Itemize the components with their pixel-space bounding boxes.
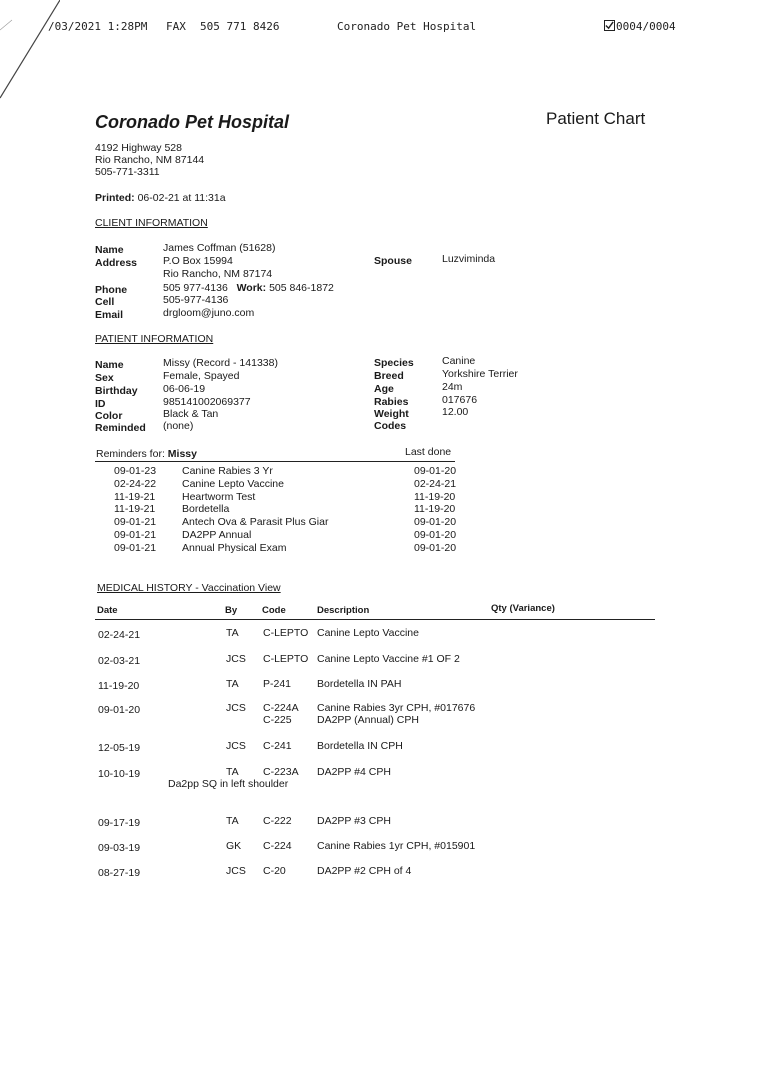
history-by: GK — [226, 840, 242, 852]
patient-field-value: Missy (Record - 141338) — [163, 357, 278, 369]
reminder-due-date: 09-01-21 — [114, 529, 157, 541]
reminder-last-done: 11-19-20 — [414, 490, 456, 503]
history-description: DA2PP #2 CPH of 4 — [317, 865, 412, 877]
spouse-name: Luzviminda — [442, 253, 496, 265]
history-by: JCS — [226, 653, 246, 665]
patient-field-value: 985141002069377 — [163, 396, 251, 408]
patient-field-label: Species — [374, 357, 414, 369]
col-description-header: Description — [317, 605, 370, 616]
fax-number: 505 771 8426 — [200, 20, 280, 33]
history-code: C-224A — [263, 702, 299, 714]
client-phone: 505 977-4136 Work: 505 846-1872 — [163, 282, 334, 294]
patient-field-label: Reminded — [95, 422, 146, 434]
patient-field-label: Breed — [374, 370, 404, 382]
history-code: C-224 — [263, 840, 292, 852]
history-by: TA — [226, 627, 239, 639]
fax-page-counter: 0004/0004 — [604, 20, 676, 33]
history-code: C-20 — [263, 865, 286, 877]
patient-section-title: PATIENT INFORMATION — [95, 333, 214, 345]
page-fold-corner — [0, 0, 60, 100]
patient-field-label: Name — [95, 359, 124, 371]
reminder-due-date: 02-24-22 — [114, 477, 157, 490]
client-email: drgloom@juno.com — [163, 307, 255, 319]
history-code: C-222 — [263, 815, 292, 827]
history-date: 09-01-20 — [98, 704, 141, 716]
history-description: Bordetella IN CPH — [317, 740, 403, 752]
reminder-due-date: 11-19-21 — [114, 490, 156, 503]
history-code: C-LEPTO — [263, 653, 309, 665]
reminder-name: Antech Ova & Parasit Plus Giar — [182, 516, 329, 529]
reminders-title: Reminders for: Missy — [96, 448, 197, 460]
client-cell-label: Cell — [95, 296, 115, 308]
history-by: TA — [226, 815, 239, 827]
patient-field-label: Age — [374, 383, 394, 395]
history-code: C-241 — [263, 740, 292, 752]
fax-datetime: /03/2021 1:28PM — [48, 20, 148, 33]
fax-label: FAX — [166, 20, 186, 33]
patient-field-value: (none) — [163, 420, 194, 432]
history-date: 11-19-20 — [98, 680, 140, 692]
client-address-line2: Rio Rancho, NM 87174 — [163, 268, 273, 280]
reminder-name: Bordetella — [182, 503, 230, 516]
patient-field-value: 24m — [442, 381, 463, 393]
patient-field-value: Female, Spayed — [163, 370, 240, 382]
reminders-divider — [95, 461, 455, 462]
history-description: Bordetella IN PAH — [317, 678, 402, 690]
client-section-title: CLIENT INFORMATION — [95, 217, 208, 229]
patient-field-value: 12.00 — [442, 406, 469, 418]
history-date: 12-05-19 — [98, 742, 141, 754]
client-name-label: Name — [95, 244, 124, 256]
reminder-last-done: 11-19-20 — [414, 503, 456, 516]
clinic-name: Coronado Pet Hospital — [95, 112, 290, 132]
history-description: Canine Rabies 3yr CPH, #017676 — [317, 702, 476, 714]
history-note: Da2pp SQ in left shoulder — [168, 778, 289, 790]
clinic-address-line2: Rio Rancho, NM 87144 — [95, 154, 205, 166]
clinic-address-line1: 4192 Highway 528 — [95, 142, 182, 154]
history-code: C-LEPTO — [263, 627, 309, 639]
patient-field-value: 017676 — [442, 394, 478, 406]
patient-field-value: Black & Tan — [163, 408, 219, 420]
reminder-name: Canine Lepto Vaccine — [182, 477, 284, 490]
reminder-due-date: 09-01-21 — [114, 516, 157, 529]
history-by: TA — [226, 766, 239, 778]
client-address-line1: P.O Box 15994 — [163, 255, 233, 267]
patient-field-label: Birthday — [95, 385, 138, 397]
patient-field-label: Rabies — [374, 396, 409, 408]
reminder-name: Heartworm Test — [182, 490, 256, 503]
patient-field-label: Sex — [95, 372, 114, 384]
patient-field-value: Canine — [442, 355, 476, 367]
reminder-due-date: 09-01-21 — [114, 541, 157, 554]
col-qty-header: Qty (Variance) — [491, 603, 555, 614]
reminder-due-date: 11-19-21 — [114, 503, 156, 516]
checkbox-icon — [604, 20, 615, 31]
client-cell: 505-977-4136 — [163, 294, 229, 306]
history-description: DA2PP #4 CPH — [317, 766, 391, 778]
history-description: Canine Lepto Vaccine #1 OF 2 — [317, 653, 460, 665]
history-section-title: MEDICAL HISTORY - Vaccination View — [97, 582, 281, 594]
fax-sender: Coronado Pet Hospital — [337, 20, 477, 33]
reminder-last-done: 09-01-20 — [414, 541, 457, 554]
reminder-last-done: 09-01-20 — [414, 529, 457, 541]
history-code: C-225 — [263, 714, 292, 726]
reminder-name: Annual Physical Exam — [182, 541, 287, 554]
patient-field-label: Color — [95, 410, 123, 422]
spouse-label: Spouse — [374, 255, 412, 267]
reminder-name: Canine Rabies 3 Yr — [182, 465, 273, 477]
history-description: DA2PP #3 CPH — [317, 815, 391, 827]
client-name: James Coffman (51628) — [163, 242, 276, 254]
reminder-last-done: 02-24-21 — [414, 477, 457, 490]
patient-field-label: Weight — [374, 408, 409, 420]
patient-field-label: ID — [95, 398, 106, 410]
history-code: C-223A — [263, 766, 299, 778]
reminder-last-done: 09-01-20 — [414, 516, 457, 529]
history-description: Canine Rabies 1yr CPH, #015901 — [317, 840, 476, 852]
patient-field-value: Yorkshire Terrier — [442, 368, 518, 380]
client-phone-label: Phone — [95, 284, 128, 296]
history-date: 08-27-19 — [98, 867, 141, 879]
history-date: 02-03-21 — [98, 655, 141, 667]
last-done-header: Last done — [405, 446, 452, 458]
document-title: Patient Chart — [546, 109, 646, 128]
history-date: 09-03-19 — [98, 842, 141, 854]
history-date: 02-24-21 — [98, 629, 141, 641]
col-by-header: By — [225, 605, 238, 616]
patient-field-label: Codes — [374, 420, 407, 432]
col-code-header: Code — [262, 605, 286, 616]
client-address-label: Address — [95, 257, 138, 269]
history-date: 09-17-19 — [98, 817, 141, 829]
history-divider — [95, 619, 655, 620]
history-date: 10-10-19 — [98, 768, 141, 780]
reminder-name: DA2PP Annual — [182, 529, 252, 541]
history-by: JCS — [226, 740, 246, 752]
patient-field-value: 06-06-19 — [163, 383, 206, 395]
history-description: Canine Lepto Vaccine — [317, 627, 419, 639]
history-by: JCS — [226, 865, 246, 877]
history-by: TA — [226, 678, 239, 690]
history-by: JCS — [226, 702, 246, 714]
history-code: P-241 — [263, 678, 292, 690]
printed-timestamp: Printed: 06-02-21 at 11:31a — [95, 192, 226, 204]
client-email-label: Email — [95, 309, 124, 321]
history-description: DA2PP (Annual) CPH — [317, 714, 419, 726]
reminder-last-done: 09-01-20 — [414, 465, 457, 477]
clinic-phone: 505-771-3311 — [95, 166, 160, 178]
reminder-due-date: 09-01-23 — [114, 465, 157, 477]
col-date-header: Date — [97, 605, 118, 616]
